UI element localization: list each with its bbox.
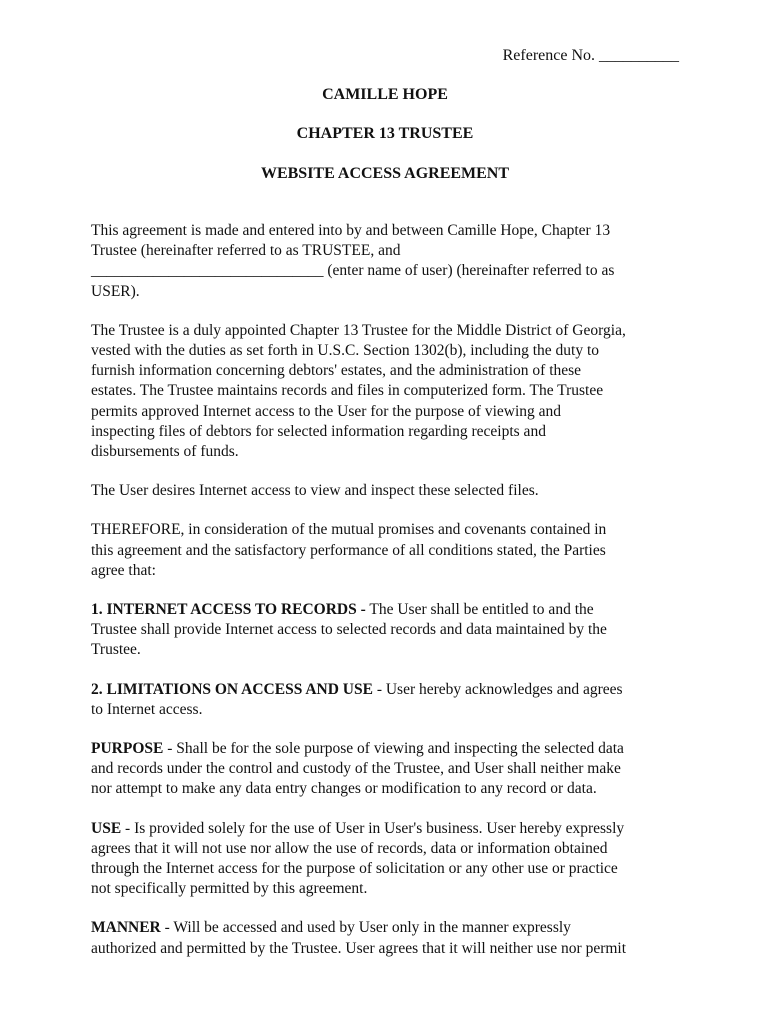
therefore-paragraph — [91, 520, 687, 581]
trustee-role-heading: CHAPTER 13 TRUSTEE — [296, 125, 474, 142]
section-line: not specifically permitted by this agreement. — [91, 880, 368, 898]
therefore-line: this agreement and the satisfactory performance of all conditions stated, the Parties — [91, 541, 606, 559]
trustee-line: The Trustee is a duly appointed Chapter 13 Trustee for the Middle District of Georgia, — [91, 321, 626, 339]
intro-paragraph — [91, 221, 687, 302]
section-line — [91, 600, 687, 620]
trustee-line: furnish information concerning debtors' estates, and the administration of these — [91, 362, 582, 380]
intro-line: This agreement is made and entered into by and between Camille Hope, Chapter 13 — [91, 222, 611, 239]
trustee-name-heading: CAMILLE HOPE — [322, 86, 448, 103]
agreement-body — [91, 221, 687, 978]
section-line: nor attempt to make any data entry changes or modification to any record or data. — [91, 780, 597, 798]
section-heading: PURPOSE — [91, 740, 164, 758]
agreement-title: WEBSITE ACCESS AGREEMENT — [260, 165, 510, 182]
user-desire-line: The User desires Internet access to view and inspect these selected files. — [91, 482, 539, 500]
section-line: authorized and permitted by the Trustee. User agrees that it will neither use nor permit — [91, 939, 627, 957]
section-line: to Internet access. — [91, 700, 203, 718]
user-desire-paragraph — [91, 481, 687, 501]
therefore-line: agree that: — [91, 561, 156, 579]
section-manner — [91, 918, 687, 958]
section-line: and records under the control and custody of the Trustee, and User shall neither make — [91, 760, 621, 778]
section-line — [91, 739, 687, 759]
intro-user-name-blank: ______________________________ (enter name of user) (hereinafter referred to as — [91, 262, 615, 280]
section-text: - Is provided solely for the use of User in User's business. User hereby expressly — [121, 819, 625, 837]
section-text: - Shall be for the sole purpose of viewing and inspecting the selected data — [163, 740, 624, 758]
therefore-line: THEREFORE, in consideration of the mutual promises and covenants contained in — [91, 521, 607, 539]
reference-number: Reference No. __________ — [502, 47, 679, 64]
section-limitations — [91, 680, 687, 720]
trustee-line: vested with the duties as set forth in U.S.C. Section 1302(b), including the duty to — [91, 342, 599, 360]
section-heading: MANNER — [91, 919, 161, 937]
section-line — [91, 819, 687, 839]
section-line: Trustee. — [91, 641, 141, 659]
section-line — [91, 918, 687, 938]
section-use — [91, 819, 687, 900]
section-heading: USE — [91, 819, 122, 837]
section-heading: 2. LIMITATIONS ON ACCESS AND USE — [91, 680, 373, 698]
trustee-line: permits approved Internet access to the User for the purpose of viewing and — [91, 402, 562, 420]
section-text: The User shall be entitled to and the — [365, 601, 594, 619]
section-line — [91, 680, 687, 700]
trustee-line: inspecting files of debtors for selected information regarding receipts and — [91, 422, 546, 440]
section-line: Trustee shall provide Internet access to selected records and data maintained by the — [91, 621, 607, 639]
section-heading: 1. INTERNET ACCESS TO RECORDS - — [91, 601, 366, 619]
intro-line: USER). — [91, 282, 140, 300]
trustee-paragraph — [91, 321, 687, 462]
section-text: - Will be accessed and used by User only in the manner expressly — [160, 919, 571, 937]
section-line: through the Internet access for the purpose of solicitation or any other use or practice — [91, 860, 618, 878]
section-internet-access — [91, 600, 687, 661]
section-text: - User hereby acknowledges and agrees — [372, 680, 623, 698]
trustee-line: estates. The Trustee maintains records and files in computerized form. The Trustee — [91, 382, 604, 400]
section-purpose — [91, 739, 687, 800]
intro-line: Trustee (hereinafter referred to as TRUSTEE, and — [91, 242, 401, 260]
section-line: agrees that it will not use nor allow the use of records, data or information obtained — [91, 839, 608, 857]
trustee-line: disbursements of funds. — [91, 443, 239, 461]
